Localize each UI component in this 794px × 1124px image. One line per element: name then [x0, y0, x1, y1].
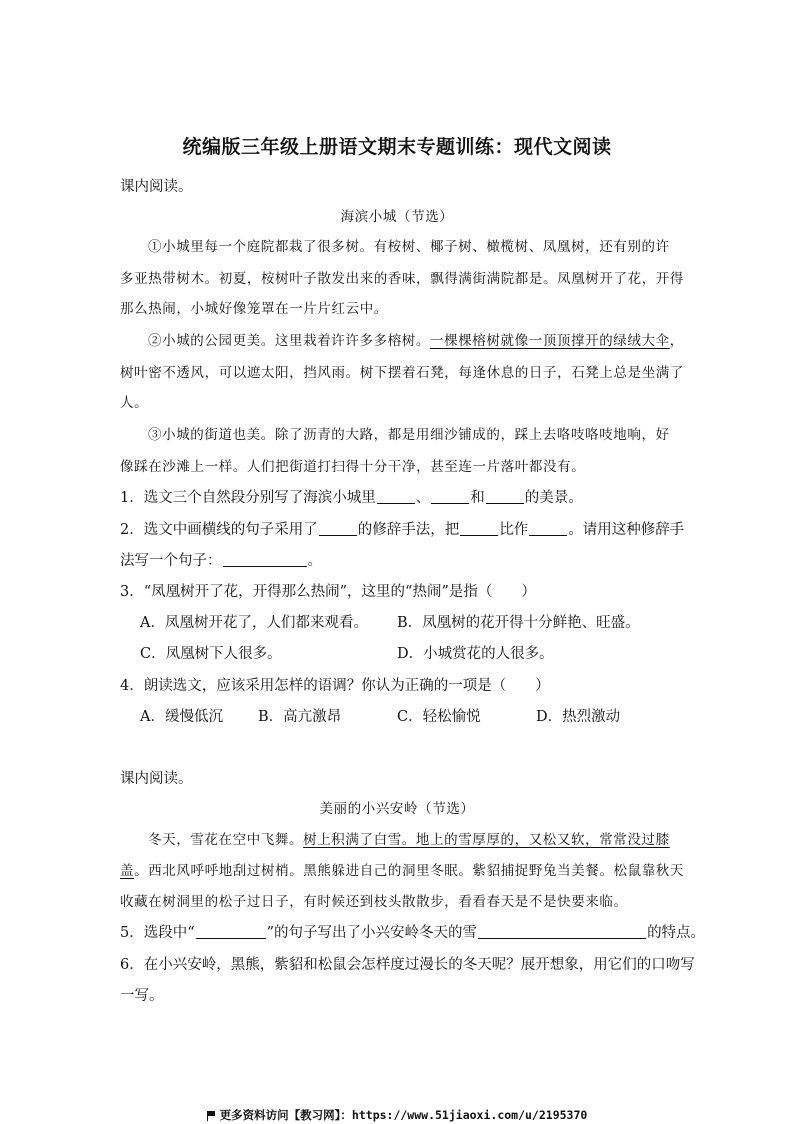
- section1-passage-title: 海滨小城（节选）: [340, 209, 454, 225]
- passage1-p2-line3: 人。: [120, 395, 149, 411]
- question-3: 3．“凤凰树开了花，开得那么热闹”，这里的“热闹”是指（ ）: [120, 584, 536, 600]
- passage1-p2-line1: [148, 329, 684, 349]
- answer-blank[interactable]: [529, 534, 567, 536]
- passage1-p2-text: ②小城的公园更美。这里栽着许许多多榕树。: [148, 333, 430, 349]
- answer-blank[interactable]: [431, 502, 469, 504]
- q3-option-d[interactable]: D．小城赏花的人很多。: [397, 646, 554, 662]
- answer-blank[interactable]: [319, 534, 357, 536]
- flag-icon: [207, 1111, 216, 1120]
- q4-option-a[interactable]: A．缓慢低沉: [140, 709, 223, 725]
- q2-text-5: 法写一个句子：: [120, 553, 222, 569]
- section2-intro: 课内阅读。: [120, 771, 193, 787]
- question-6-line1: 6．在小兴安岭，黑熊，紫貂和松鼠会怎样度过漫长的冬天呢？展开想象，用它们的口吻写: [120, 957, 695, 973]
- q4-option-c[interactable]: C．轻松愉悦: [397, 709, 481, 725]
- passage2-text-2: 。西北风呼呼地刮过树梢。黑熊躲进自己的洞里冬眠。紫貂捕捉野兔当美餐。松鼠靠秋天: [134, 863, 685, 879]
- q2-text-2: 的修辞手法，把: [357, 522, 460, 538]
- underlined-sentence: 一棵棵榕树就像一顶顶撑开的绿绒大伞: [430, 333, 670, 349]
- footer-text[interactable]: 更多资料访问【教习网】：https://www.51jiaoxi.com/u/2195370: [219, 1108, 588, 1122]
- section2-passage-title: 美丽的小兴安岭（节选）: [319, 801, 475, 817]
- q2-text-4: 。请用这种修辞手: [568, 522, 685, 538]
- q5-end: 的特点。: [647, 925, 706, 941]
- q2-text: 2．选文中画横线的句子采用了: [120, 522, 318, 538]
- q3-option-a[interactable]: A．凤凰树开花了，人们都来观看。: [140, 615, 368, 631]
- passage2-line1: [148, 828, 670, 848]
- q5-text-2: ”的句子写出了小兴安岭冬天的雪: [266, 925, 478, 941]
- passage1-p3-line2: 像踩在沙滩上一样。人们把街道打扫得十分干净，甚至连一片落叶都没有。: [120, 459, 586, 475]
- q3-option-b[interactable]: B．凤凰树的花开得十分鲜艳、旺盛。: [397, 615, 640, 631]
- passage2-text: 冬天，雪花在空中飞舞。: [148, 832, 304, 848]
- question-5: [120, 921, 705, 942]
- question-6-line2: 一写。: [120, 988, 164, 1004]
- q1-text: 1．选文三个自然段分别写了海滨小城里: [120, 490, 376, 506]
- q4-option-d[interactable]: D．热烈激动: [536, 709, 621, 725]
- question-4: 4．朗读选文，应该采用怎样的语调？你认为正确的一项是（ ）: [120, 678, 550, 694]
- document-title: 统编版三年级上册语文期末专题训练：现代文阅读: [182, 136, 612, 158]
- q3-option-c[interactable]: C．凤凰树下人很多。: [140, 646, 282, 662]
- passage1-p3-line1: ③小城的街道也美。除了沥青的大路，都是用细沙铺成的，踩上去咯吱咯吱地响，好: [148, 427, 670, 443]
- answer-blank[interactable]: [460, 534, 498, 536]
- answer-blank[interactable]: [486, 502, 524, 504]
- passage1-p1-line1: ①小城里每一个庭院都栽了很多树。有桉树、椰子树、橄榄树、凤凰树，还有别的许: [148, 239, 670, 255]
- question-2-line2: [120, 549, 322, 570]
- passage1-p2-comma: ，: [669, 333, 684, 349]
- passage1-p1-line3: 那么热闹，小城好像笼罩在一片片红云中。: [120, 301, 388, 317]
- answer-blank[interactable]: [223, 565, 307, 567]
- passage2-line2: [120, 859, 684, 879]
- question-1: [120, 486, 583, 507]
- q4-option-b[interactable]: B．高亢激昂: [258, 709, 342, 725]
- answer-blank[interactable]: [478, 937, 646, 939]
- answer-blank[interactable]: [377, 502, 415, 504]
- q1-end: 的美景。: [524, 490, 583, 506]
- underlined-sentence-end: 盖: [120, 863, 135, 879]
- q2-end: 。: [307, 553, 322, 569]
- passage1-p1-line2: 多亚热带树木。初夏，桉树叶子散发出来的香味，飘得满街满院都是。凤凰树开了花，开得: [120, 271, 684, 287]
- passage1-p2-line2: 树叶密不透风，可以遮太阳，挡风雨。树下摆着石凳，每逢休息的日子，石凳上总是坐满了: [120, 365, 684, 381]
- q1-and: 和: [470, 490, 485, 506]
- q1-sep: 、: [415, 490, 431, 506]
- q5-text: 5．选段中“: [120, 925, 195, 941]
- q2-text-3: 比作: [499, 522, 529, 538]
- underlined-sentence: 树上积满了白雪。地上的雪厚厚的，又松又软，常常没过膝: [303, 832, 670, 848]
- question-2-line1: [120, 518, 684, 539]
- passage2-line3: 收藏在树洞里的松子过日子，有时候还到枝头散散步，看看春天是不是快要来临。: [120, 894, 628, 910]
- footer-link[interactable]: [0, 1107, 794, 1123]
- answer-blank[interactable]: [196, 937, 266, 939]
- section1-intro: 课内阅读。: [120, 179, 193, 195]
